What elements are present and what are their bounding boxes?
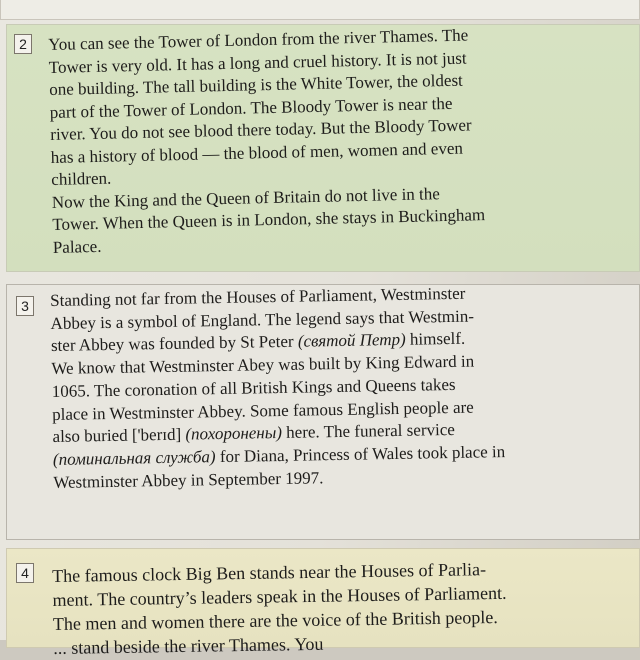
section-4-line: ... stand beside the river Thames. You xyxy=(53,633,324,658)
section-4-line: The men and women there are the voice of the British people. xyxy=(52,607,498,634)
line-text: for Diana, Princess of Wales took place in xyxy=(215,442,506,467)
section-4-text xyxy=(52,557,508,660)
section-2-line: You can see the Tower of London from the river Thames. The xyxy=(48,25,469,54)
section-2-line: Palace. xyxy=(52,236,102,257)
line-text: ster Abbey was founded by St Peter xyxy=(50,332,299,356)
section-2-line: Now the King and the Queen of Britain do not live in the xyxy=(51,183,441,212)
section-2-line: children. xyxy=(51,168,112,189)
russian-gloss: (поминальная служба) xyxy=(52,447,216,469)
section-2-line: has a history of blood — the blood of men, women and even xyxy=(50,138,464,167)
section-2-line: river. You do not see blood there today. But the Bloody Tower xyxy=(50,115,472,144)
section-4-line: ment. The country’s leaders speak in the Houses of Parliament. xyxy=(52,582,507,610)
previous-section-box xyxy=(0,0,640,20)
russian-gloss: (похоронены) xyxy=(185,423,283,444)
section-4-number: 4 xyxy=(16,563,34,583)
section-4-line: The famous clock Big Ben stands near the Houses of Parlia- xyxy=(52,559,487,586)
section-3-line: place in Westminster Abbey. Some famous English people are xyxy=(51,397,474,424)
line-text: also buried ['berɪd] xyxy=(52,424,186,447)
line-text: himself. xyxy=(405,329,466,350)
line-text: here. The funeral service xyxy=(281,420,455,443)
section-3-line: Westminster Abbey in September 1997. xyxy=(53,467,324,492)
section-2-line: one building. The tall building is the White Tower, the oldest xyxy=(49,70,464,99)
section-3-number: 3 xyxy=(16,296,34,316)
section-3-line: Abbey is a symbol of England. The legend says that Westmin- xyxy=(50,306,475,333)
section-2-line: part of the Tower of London. The Bloody Tower is near the xyxy=(49,93,453,122)
section-2-line: Tower. When the Queen is in London, she stays in Buckingham xyxy=(52,205,486,234)
section-3-text xyxy=(50,282,506,494)
section-3-line: 1065. The coronation of all British Kings and Queens takes xyxy=(51,374,456,401)
section-2-text xyxy=(48,24,486,259)
section-3-line: We know that Westminster Abey was built by King Edward in xyxy=(51,351,475,379)
russian-gloss: (святой Петр) xyxy=(297,330,406,352)
section-2-line: Tower is very old. It has a long and cruel history. It is not just xyxy=(48,48,467,77)
section-3-line: Standing not far from the Houses of Parliament, Westminster xyxy=(50,283,466,310)
section-2-number: 2 xyxy=(14,34,32,54)
